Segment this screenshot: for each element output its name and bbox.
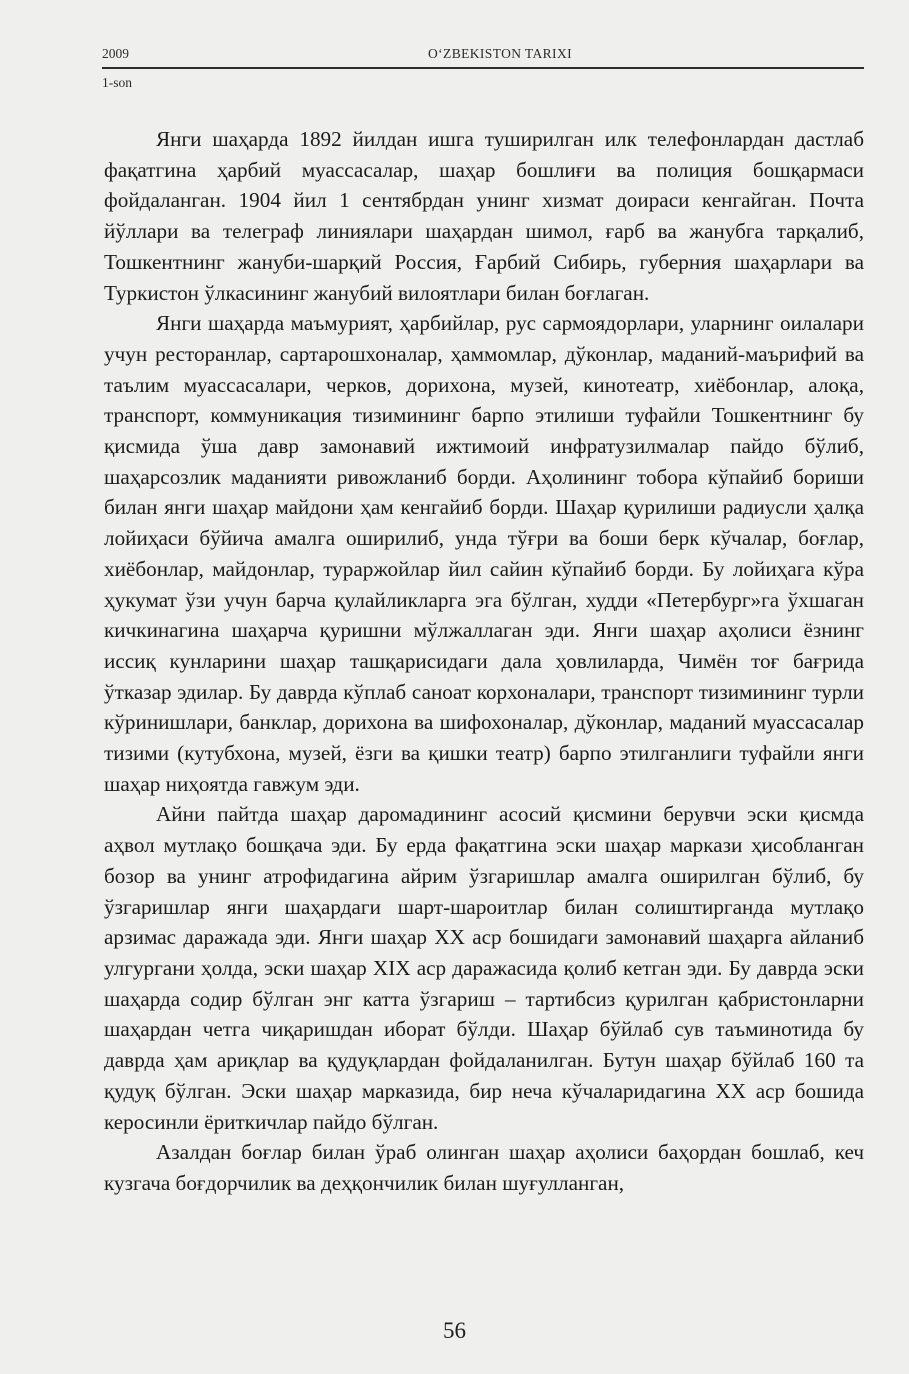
header-rule <box>102 67 864 69</box>
paragraph-4: Азалдан боғлар билан ўраб олинган шаҳар аҳолиси баҳордан бошлаб, кеч кузгача боғдорчилик ва деҳқончилик билан шуғулланган, <box>104 1140 864 1195</box>
page-number: 56 <box>443 1318 466 1343</box>
header-journal-title: O‘ZBEKISTON TARIXI <box>428 46 572 61</box>
paragraph-3: Айни пайтда шаҳар даромадининг асосий қисмини берувчи эски қисмда аҳвол мутлақо бошқача эди. Бу ерда фақатгина эски шаҳар маркази ҳисобланган бозор ва унинг атрофидагина айрим ўзгаришлар амалга оширилган бўлиб, бу ўзгаришлар янги шаҳардаги шарт-шароитлар билан солиштирганда мутлақо арзимас даражада эди. Янги шаҳар XX аср бошидаги замонавий шаҳарга айланиб улгургани ҳолда, эски шаҳар XIX аср даражасида қолиб кетган эди. Бу даврда эски шаҳарда содир бўлган энг катта ўзгариш – тартибсиз қурилган қабристонларни шаҳардан четга чиқаришдан иборат бўлди. Шаҳар бўйлаб сув таъминотида бу даврда ҳам ариқлар ва қудуқлардан фойдаланилган. Бутун шаҳар бўйлаб 160 та қудуқ бўлган. Эски шаҳар марказида, бир неча кўчаларидагина XX аср бошида керосинли ёриткичлар пайдо бўлган. <box>104 802 864 1134</box>
header-issue: 1-son <box>102 75 132 90</box>
article-body <box>104 124 864 1199</box>
paragraph-1: Янги шаҳарда 1892 йилдан ишга туширилган илк телефонлардан дастлаб фақатгина ҳарбий муассасалар, шаҳар бошлиғи ва полиция бошқармаси фойдаланган. 1904 йил 1 сентябрдан унинг хизмат доираси кенгайган. Почта йўллари ва телеграф линиялари шаҳардан шимол, ғарб ва жанубга тарқалиб, Тошкентнинг жануби-шарқий Россия, Ғарбий Сибирь, губерния шаҳарлари ва Туркистон ўлкасининг жанубий вилоятлари билан боғлаган. <box>104 127 864 305</box>
paragraph-2: Янги шаҳарда маъмурият, ҳарбийлар, рус сармоядорлари, уларнинг оилалари учун ресторанлар, сартарошхоналар, ҳаммомлар, дўконлар, маданий-маърифий ва таълим муассасалари, черков, дорихона, музей, кинотеатр, хиёбонлар, алоқа, транспорт, коммуникация тизимининг барпо этилиши туфайли Тошкентнинг бу қисмида ўша давр замонавий ижтимоий инфратузилмалар пайдо бўлиб, шаҳарсозлик маданияти ривожланиб борди. Аҳолининг тобора кўпайиб бориши билан янги шаҳар майдони ҳам кенгайиб борди. Шаҳар қурилиши радиусли ҳалқа лойиҳаси бўйича амалга оширилиб, унда тўғри ва боши берк кўчалар, боғлар, хиёбонлар, майдонлар, тураржойлар йил сайин кўпайиб борди. Бу лойиҳага кўра ҳукумат ўзи учун барча қулайликларга эга бўлган, худди «Петербург»га ўхшаган кичкинагина шаҳарча қуришни мўлжаллаган эди. Янги шаҳар аҳолиси ёзнинг иссиқ кунларини шаҳар ташқарисидаги дала ҳовлиларда, Чимён тоғ бағрида ўтказар эдилар. Бу даврда кўплаб саноат корхоналари, транспорт тизимининг турли кўринишлари, банклар, дорихона ва шифохоналар, дўконлар, маданий муассасалар тизими (кутубхона, музей, ёзги ва қишки театр) барпо этилганлиги туфайли янги шаҳар ниҳоятда гавжум эди. <box>104 311 864 796</box>
header-year: 2009 <box>102 46 129 61</box>
